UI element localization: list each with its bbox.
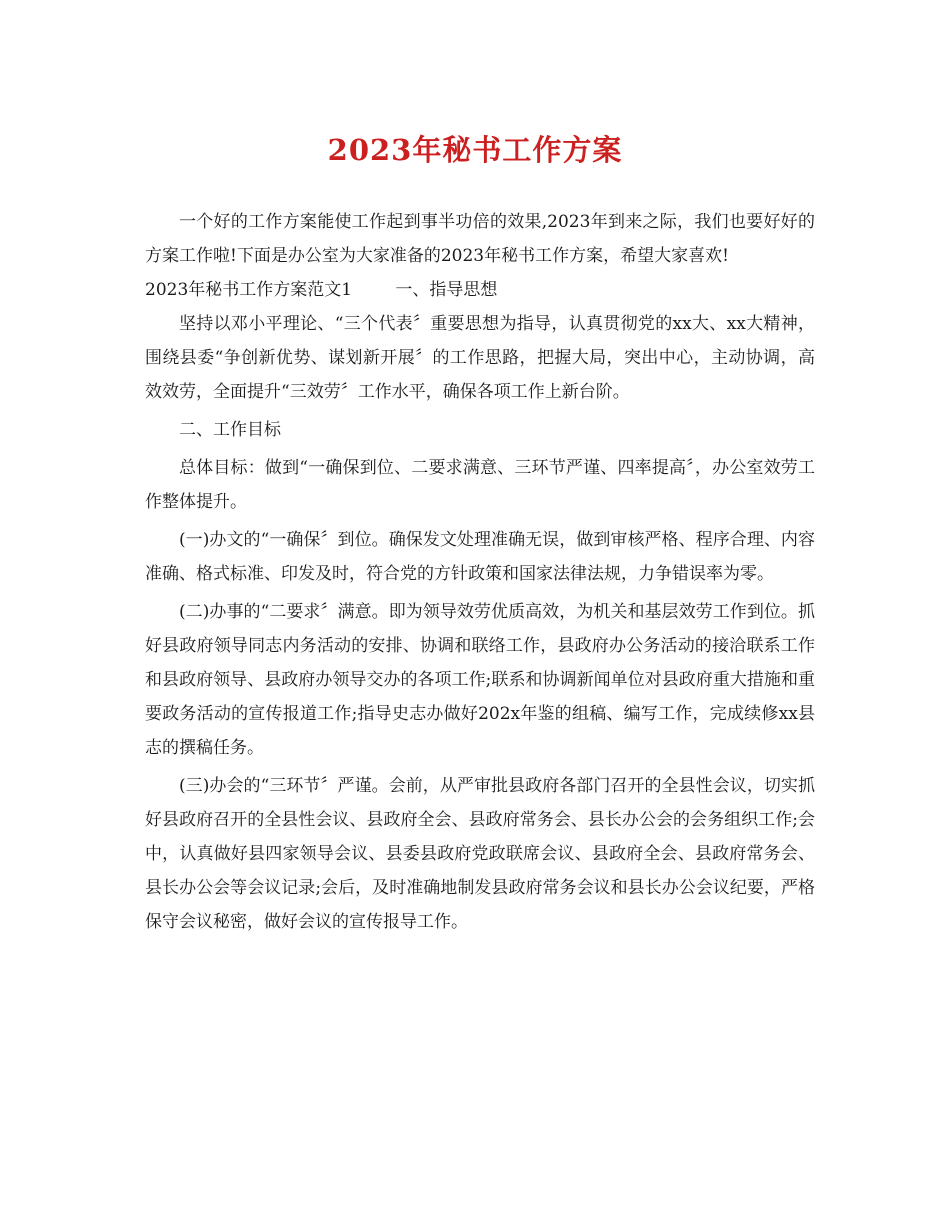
sample-heading-line (145, 273, 815, 307)
document-title: 2023年秘书工作方案 (327, 133, 623, 167)
document-body (145, 205, 815, 939)
sample-heading: 2023年秘书工作方案范文1 (145, 280, 353, 300)
item2-paragraph: (二)办事的“二要求〞满意。即为领导效劳优质高效，为机关和基层效劳工作到位。抓好县政府领导同志内务活动的安排、协调和联络工作，县政府办公务活动的接洽联系工作和县政府领导、县政府办领导交办的各项工作;联系和协调新闻单位对县政府重大措施和重要政务活动的宣传报道工作;指导史志办做好202x年鉴的组稿、编写工作，完成续修xx县志的撰稿任务。 (145, 602, 815, 758)
section1-heading: 一、指导思想 (395, 280, 498, 300)
section2-overall-paragraph: 总体目标：做到“一确保到位、二要求满意、三环节严谨、四率提高〞，办公室效劳工作整体提升。 (145, 458, 815, 512)
section1-paragraph: 坚持以邓小平理论、“三个代表〞重要思想为指导，认真贯彻党的xx大、xx大精神，围绕县委“争创新优势、谋划新开展〞的工作思路，把握大局，突出中心，主动协调，高效效劳，全面提升“三效劳〞工作水平，确保各项工作上新台阶。 (145, 314, 815, 402)
item3-paragraph: (三)办会的“三环节〞严谨。会前，从严审批县政府各部门召开的全县性会议，切实抓好县政府召开的全县性会议、县政府全会、县政府常务会、县长办公会的会务组织工作;会中，认真做好县四家领导会议、县委县政府党政联席会议、县政府全会、县政府常务会、县长办公会等会议记录;会后，及时准确地制发县政府常务会议和县长办公会议纪要，严格保守会议秘密，做好会议的宣传报导工作。 (145, 776, 815, 932)
section2-heading: 二、工作目标 (179, 420, 281, 440)
item1-paragraph: (一)办文的“一确保〞到位。确保发文处理准确无误，做到审核严格、程序合理、内容准确、格式标准、印发及时，符合党的方针政策和国家法律法规，力争错误率为零。 (145, 530, 815, 584)
intro-paragraph: 一个好的工作方案能使工作起到事半功倍的效果,2023年到来之际，我们也要好好的方案工作啦!下面是办公室为大家准备的2023年秘书工作方案，希望大家喜欢! (145, 212, 815, 266)
